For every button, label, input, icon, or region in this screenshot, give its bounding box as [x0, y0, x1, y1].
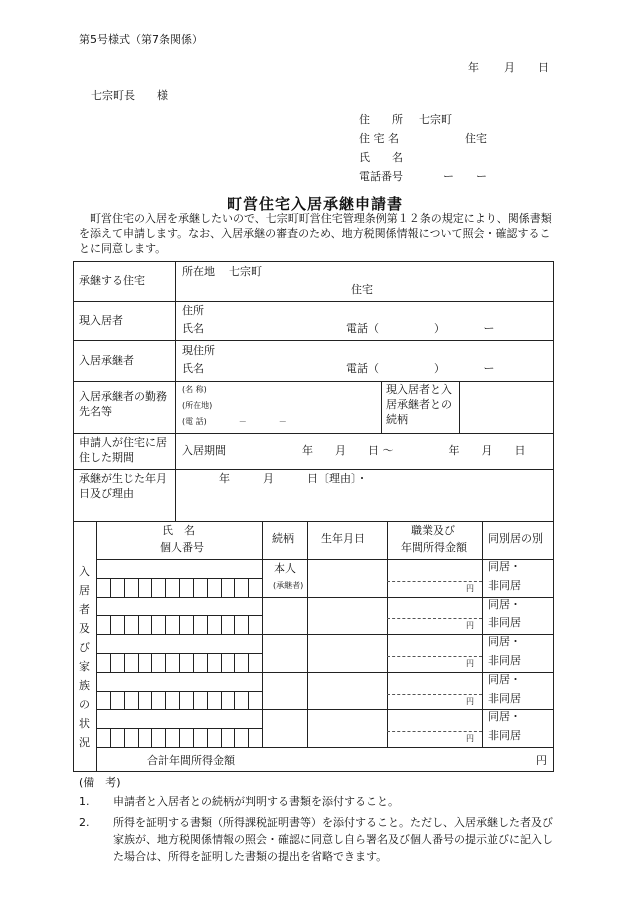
cohabit-option-separate: 非同居 — [488, 692, 521, 705]
my-number-digit-divider — [165, 653, 166, 672]
my-number-digit-divider — [124, 728, 125, 747]
workplace-phone: (電 話) － － — [182, 417, 287, 426]
my-number-digit-divider — [248, 691, 249, 710]
cohabit-option-separate: 非同居 — [488, 616, 521, 629]
my-number-digit-divider — [221, 653, 222, 672]
income-yen: 円 — [466, 697, 474, 706]
intro-text: 町営住宅の入居を承継したいので、七宗町町営住宅管理条例第１２条の規定により、関係書類を添えて申請します。なお、入居承継の審査のため、地方税関係情報について照会・確認することに同意します。 — [79, 212, 552, 255]
notes-heading: (備 考) — [79, 776, 121, 789]
relation-label: 現入居者と入居承継者との続柄 — [386, 383, 452, 426]
my-number-digit-divider — [165, 578, 166, 597]
successor-label: 入居承継者 — [79, 354, 134, 367]
my-number-digit-divider — [110, 578, 111, 597]
applicant-name-label: 氏 名 — [359, 151, 403, 164]
my-number-digit-divider — [221, 615, 222, 634]
my-number-digit-divider — [221, 728, 222, 747]
note-item — [79, 795, 559, 810]
residence-period-sublabel: 入居期間 — [182, 444, 226, 457]
income-yen: 円 — [466, 659, 474, 668]
successor-name: 氏名 — [182, 362, 204, 375]
my-number-digit-divider — [165, 691, 166, 710]
family-row-divider — [96, 597, 553, 598]
family-header-occupation: 職業及び — [411, 524, 455, 537]
note-text: 申請者と入居者との続柄が判明する書類を添付すること。 — [113, 794, 399, 808]
my-number-digit-divider — [207, 728, 208, 747]
applicant-address-value: 七宗町 — [419, 113, 452, 126]
successor-phone: 電話（ ） ー — [346, 362, 495, 375]
cohabit-option-separate: 非同居 — [488, 729, 521, 742]
my-number-digit-divider — [179, 691, 180, 710]
family-header-income: 年間所得金額 — [401, 541, 467, 554]
my-number-digit-divider — [234, 653, 235, 672]
intro-paragraph — [79, 212, 555, 257]
my-number-digit-divider — [248, 728, 249, 747]
row-divider — [74, 340, 553, 341]
cohabit-option-separate: 非同居 — [488, 654, 521, 667]
my-number-digit-divider — [221, 691, 222, 710]
row-divider — [74, 381, 553, 382]
relation-divider — [381, 381, 382, 433]
my-number-digit-divider — [110, 691, 111, 710]
my-number-digit-divider — [179, 578, 180, 597]
application-table — [73, 261, 554, 772]
total-income-label: 合計年間所得金額 — [147, 754, 235, 767]
residence-period-range: 年 月 日 〜 年 月 日 — [302, 444, 526, 457]
my-number-digit-divider — [193, 578, 194, 597]
note-number: 2. — [79, 815, 90, 829]
my-number-digit-divider — [193, 653, 194, 672]
cohabit-option-separate: 非同居 — [488, 579, 521, 592]
my-number-digit-divider — [207, 691, 208, 710]
family-row-divider — [96, 672, 553, 673]
my-number-digit-divider — [138, 728, 139, 747]
my-number-digit-divider — [193, 728, 194, 747]
note-number: 1. — [79, 794, 90, 808]
my-number-digit-divider — [151, 615, 152, 634]
family-header-divider — [96, 559, 553, 560]
my-number-digit-divider — [221, 578, 222, 597]
family-header-my-number: 個人番号 — [160, 541, 204, 554]
my-number-digit-divider — [207, 653, 208, 672]
addressee: 七宗町長 様 — [91, 89, 168, 102]
my-number-digit-divider — [124, 615, 125, 634]
my-number-digit-divider — [110, 728, 111, 747]
succession-date-value: 年 月 日〔理由〕・ — [219, 472, 368, 485]
my-number-digit-divider — [193, 691, 194, 710]
my-number-digit-divider — [138, 578, 139, 597]
my-number-digit-divider — [151, 691, 152, 710]
income-dashed-line — [387, 731, 482, 732]
applicant-housing-value: 住宅 — [465, 132, 487, 145]
my-number-digit-divider — [248, 578, 249, 597]
row-divider — [74, 469, 553, 470]
my-number-digit-divider — [179, 653, 180, 672]
my-number-digit-divider — [165, 615, 166, 634]
my-number-digit-divider — [234, 615, 235, 634]
cohabit-option-together: 同居・ — [488, 710, 521, 723]
housing-suffix: 住宅 — [351, 283, 373, 296]
successor-address: 現住所 — [182, 344, 215, 357]
label-column-divider — [175, 262, 176, 521]
family-header-relation: 続柄 — [272, 532, 294, 545]
cohabit-option-together: 同居・ — [488, 598, 521, 611]
applicant-address-row — [359, 113, 583, 132]
income-yen: 円 — [466, 584, 474, 593]
total-row-divider — [96, 747, 553, 748]
applicant-block — [359, 113, 583, 189]
housing-location-label: 所在地 — [182, 265, 215, 278]
page-title: 町営住宅入居承継申請書 — [226, 195, 403, 213]
my-number-digit-divider — [248, 653, 249, 672]
income-dashed-line — [387, 694, 482, 695]
my-number-digit-divider — [151, 578, 152, 597]
form-number: 第5号様式（第7条関係） — [79, 33, 203, 46]
my-number-digit-divider — [207, 615, 208, 634]
current-resident-name: 氏名 — [182, 322, 204, 335]
row-divider — [74, 301, 553, 302]
my-number-digit-divider — [110, 615, 111, 634]
family-header-birth: 生年月日 — [321, 532, 365, 545]
note-text: 所得を証明する書類（所得課税証明書等）を添付すること。ただし、入居承継した者及び家族が、地方税関係情報の照会・確認に同意し自ら署名及び個人番号の提示並びに記入した場合は、所得を証明した書類の提出を省略できます。 — [113, 815, 553, 863]
my-number-digit-divider — [234, 578, 235, 597]
relation-divider — [459, 381, 460, 433]
my-number-digit-divider — [124, 578, 125, 597]
housing-label: 承継する住宅 — [79, 274, 145, 287]
workplace-label: 入居承継者の勤務先名等 — [79, 390, 167, 418]
my-number-digit-divider — [138, 653, 139, 672]
my-number-digit-divider — [138, 615, 139, 634]
current-resident-label: 現入居者 — [79, 314, 123, 327]
applicant-phone-value: ー ー — [443, 170, 487, 183]
family-side-label: 入居者及び家族の状況 — [79, 565, 90, 749]
my-number-digit-divider — [151, 728, 152, 747]
date-year: 年 — [468, 61, 479, 74]
my-number-digit-divider — [110, 653, 111, 672]
my-number-digit-divider — [138, 691, 139, 710]
family-row-divider — [96, 634, 553, 635]
my-number-digit-divider — [124, 653, 125, 672]
applicant-housing-label: 住 宅 名 — [359, 132, 399, 145]
current-resident-address: 住所 — [182, 304, 204, 317]
family-header-name: 氏 名 — [162, 524, 195, 537]
family-header-cohabit: 同別居の別 — [488, 532, 543, 545]
my-number-digit-divider — [179, 615, 180, 634]
applicant-name-value — [419, 151, 559, 170]
succession-date-label: 承継が生じた年月日及び理由 — [79, 472, 167, 500]
income-yen: 円 — [466, 621, 474, 630]
date-day: 日 — [538, 61, 549, 74]
income-dashed-line — [387, 581, 482, 582]
applicant-housing-row — [359, 132, 583, 151]
applicant-name-row — [359, 151, 583, 170]
my-number-digit-divider — [124, 691, 125, 710]
current-resident-phone: 電話（ ） ー — [346, 322, 495, 335]
residence-period-label: 申請人が住宅に居住した期間 — [79, 436, 167, 464]
date-line — [468, 61, 552, 76]
cohabit-option-together: 同居・ — [488, 560, 521, 573]
date-month: 月 — [504, 61, 515, 74]
row-divider — [74, 433, 553, 434]
my-number-digit-divider — [193, 615, 194, 634]
my-number-digit-divider — [207, 578, 208, 597]
first-relation-note: (承継者) — [273, 581, 304, 590]
applicant-address-label: 住 所 — [359, 113, 403, 126]
my-number-digit-divider — [248, 615, 249, 634]
note-item — [79, 814, 559, 865]
income-dashed-line — [387, 618, 482, 619]
my-number-digit-divider — [179, 728, 180, 747]
workplace-name: (名 称) — [182, 385, 207, 394]
applicant-phone-row — [359, 170, 583, 189]
my-number-digit-divider — [165, 728, 166, 747]
income-yen: 円 — [466, 734, 474, 743]
notes-section — [79, 776, 559, 865]
workplace-location: (所在地) — [182, 401, 213, 410]
my-number-digit-divider — [151, 653, 152, 672]
total-income-yen: 円 — [536, 754, 547, 767]
cohabit-option-together: 同居・ — [488, 673, 521, 686]
housing-location-value: 七宗町 — [229, 265, 262, 278]
cohabit-option-together: 同居・ — [488, 635, 521, 648]
income-dashed-line — [387, 656, 482, 657]
my-number-digit-divider — [234, 691, 235, 710]
first-relation: 本人 — [274, 562, 296, 575]
applicant-phone-label: 電話番号 — [359, 170, 403, 183]
my-number-digit-divider — [234, 728, 235, 747]
